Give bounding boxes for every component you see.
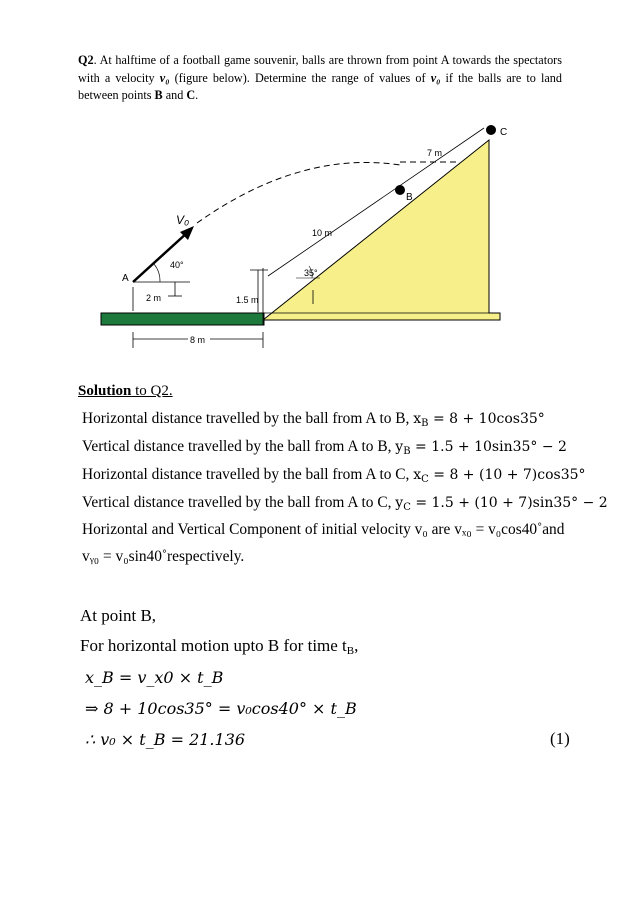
label-2m: 2 m — [146, 293, 162, 303]
components-line-2: vᵧ₀ = v₀sin40˚respectively. — [82, 548, 245, 565]
angle-40-arc — [154, 264, 160, 282]
label-15m: 1.5 m — [236, 295, 259, 305]
label-7m: 7 m — [427, 148, 443, 158]
equation-3: ∴ v₀ × t_B = 21.136 — [85, 730, 246, 749]
solution-line-2: Vertical distance travelled by the ball from A to B, $y_B = 1.5 + 10\sin 35^\circ - 2$ — [82, 438, 567, 457]
ground-bar — [101, 313, 264, 325]
horizontal-motion-text: For horizontal motion upto B for time tB, — [80, 636, 359, 657]
question-number: Q2 — [78, 53, 94, 67]
question-text: Q2. At halftime of a football game souvenir, balls are thrown from point A towards the spectators with a velocity v₀ (figure below). Determine the range of values of v₀ if the balls are to land between points B and C. — [78, 53, 562, 102]
solution-heading: Solution to Q2. — [78, 383, 173, 399]
label-angle-40: 40° — [170, 260, 184, 270]
components-line-1: Horizontal and Vertical Component of initial velocity v₀ are vₓ₀ = v₀cos40˚and — [82, 521, 565, 538]
label-a: A — [122, 273, 129, 284]
v0-arrow — [133, 232, 188, 282]
point-b-marker — [395, 185, 405, 195]
slope-region — [263, 140, 500, 320]
label-v0: V₀ — [176, 213, 190, 227]
trajectory — [197, 162, 400, 223]
equation-number: (1) — [550, 729, 570, 748]
point-b-heading: At point B, — [80, 606, 157, 625]
equation-1: x_B = v_x0 × t_B — [85, 668, 224, 687]
equation-2: ⇒ 8 + 10cos35° = v₀cos40° × t_B — [85, 699, 357, 718]
label-c: C — [500, 127, 508, 138]
point-c-marker — [486, 125, 496, 135]
label-10m: 10 m — [312, 228, 333, 238]
solution-line-3: Horizontal distance travelled by the ball from A to C, $x_C = 8 + (10 + 7)\cos 35^\circ$ — [82, 466, 586, 485]
label-angle-35: 35° — [304, 268, 318, 278]
solution-line-1: Horizontal distance travelled by the ball from A to B, $x_B = 8 + 10\cos 35^\circ$ — [82, 410, 545, 429]
label-b: B — [406, 192, 413, 203]
solution-line-4: Vertical distance travelled by the ball from A to C, $y_C = 1.5 + (10 + 7)\sin 35^\circ - 2$ — [82, 494, 608, 513]
label-8m: 8 m — [190, 335, 206, 345]
